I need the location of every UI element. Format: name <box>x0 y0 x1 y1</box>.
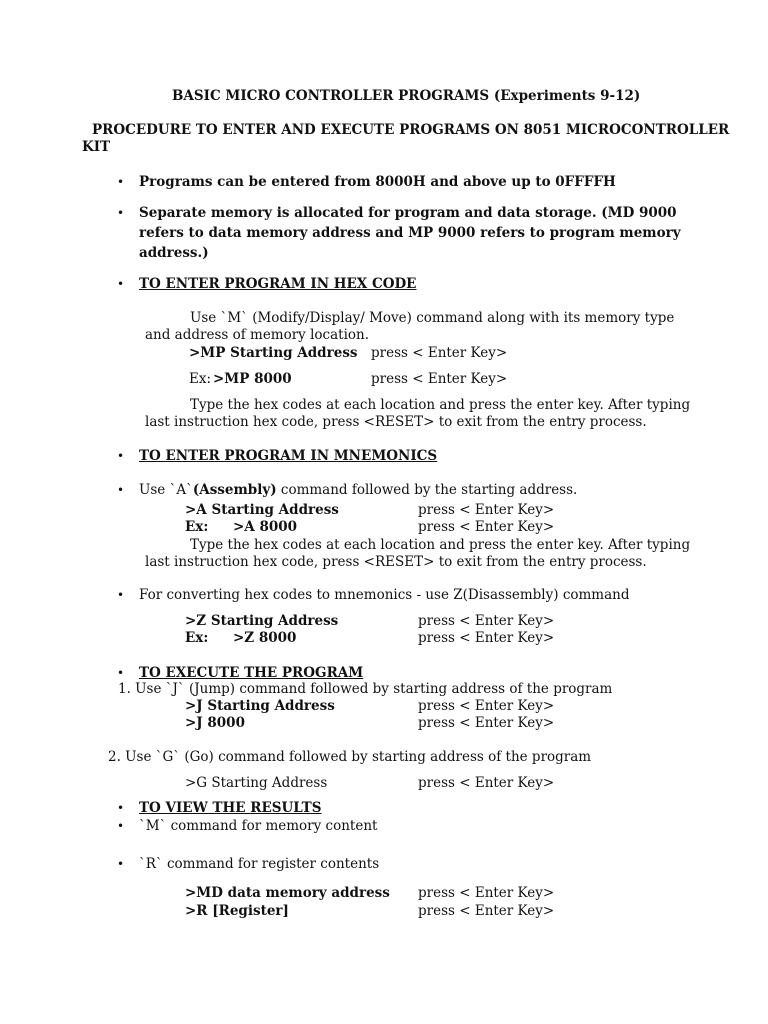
mnemonic-example-label: Ex: <box>185 519 209 535</box>
execute-step2: 2. Use `G` (Go) command followed by starting address of the program <box>108 749 592 765</box>
mnemonic-cmd-starting-address: >A Starting Address <box>185 502 339 518</box>
bullet-marker: • <box>117 801 125 815</box>
execute-step1: 1. Use `J` (Jump) command followed by starting address of the program <box>118 681 613 697</box>
go-cmd-enter-key: press < Enter Key> <box>418 775 555 791</box>
bullet-marker: • <box>117 588 125 602</box>
bullet-marker: • <box>117 483 125 497</box>
mnemonic-convert-text: For converting hex codes to mnemonics - use Z(Disassembly) command <box>139 587 630 603</box>
hex-example-cmd: >MP 8000 <box>213 371 292 387</box>
mnemonic-example-cmd: >A 8000 <box>233 519 298 535</box>
disassembly-example-cmd: >Z 8000 <box>233 630 297 646</box>
mnemonic-note-line2: last instruction hex code, press <RESET> to exit from the entry process. <box>145 554 647 570</box>
disassembly-cmd-starting-address: >Z Starting Address <box>185 613 339 629</box>
hex-cmd-enter-key: press < Enter Key> <box>371 345 508 361</box>
mnemonic-use-prefix: Use `A` <box>139 482 193 498</box>
mnemonic-use-assembly: (Assembly) <box>192 482 277 498</box>
results-section-heading: TO VIEW THE RESULTS <box>139 800 322 816</box>
results-md-cmd: >MD data memory address <box>185 885 390 901</box>
mnemonic-note-line1: Type the hex codes at each location and press the enter key. After typing <box>190 537 691 553</box>
results-register-cmd: >R [Register] <box>185 903 289 919</box>
bullet-marker: • <box>117 277 125 291</box>
jump-example-cmd: >J 8000 <box>185 715 245 731</box>
mnemonic-use-suffix: command followed by the starting address. <box>276 482 578 498</box>
jump-cmd-enter-key: press < Enter Key> <box>418 698 555 714</box>
bullet-memory-line2: refers to data memory address and MP 9000 refers to program memory <box>139 225 681 241</box>
mnemonic-example-enter-key: press < Enter Key> <box>418 519 555 535</box>
hex-note-line2: last instruction hex code, press <RESET> to exit from the entry process. <box>145 414 647 430</box>
document-title: BASIC MICRO CONTROLLER PROGRAMS (Experiments 9-12) <box>172 88 641 104</box>
procedure-heading-line2: KIT <box>82 139 111 155</box>
bullet-memory-line3: address.) <box>139 245 209 261</box>
execute-section-heading: TO EXECUTE THE PROGRAM <box>139 665 364 681</box>
hex-example-label: Ex: <box>189 371 212 387</box>
bullet-marker: • <box>117 175 125 189</box>
hex-note-line1: Type the hex codes at each location and press the enter key. After typing <box>190 397 691 413</box>
hex-cmd-starting-address: >MP Starting Address <box>189 345 358 361</box>
bullet-program-range: Programs can be entered from 8000H and above up to 0FFFFH <box>139 174 616 190</box>
bullet-marker: • <box>117 206 125 220</box>
procedure-heading-line1: PROCEDURE TO ENTER AND EXECUTE PROGRAMS ON 8051 MICROCONTROLLER <box>92 122 730 138</box>
results-register-item: `R` command for register contents <box>139 856 380 872</box>
hex-desc-line2: and address of memory location. <box>145 327 370 343</box>
results-register-enter-key: press < Enter Key> <box>418 903 555 919</box>
jump-example-enter-key: press < Enter Key> <box>418 715 555 731</box>
bullet-marker: • <box>117 819 125 833</box>
disassembly-cmd-enter-key: press < Enter Key> <box>418 613 555 629</box>
go-cmd-starting-address: >G Starting Address <box>185 775 328 791</box>
mnemonic-cmd-enter-key: press < Enter Key> <box>418 502 555 518</box>
disassembly-example-enter-key: press < Enter Key> <box>418 630 555 646</box>
mnemonic-use-line <box>139 482 577 500</box>
results-md-enter-key: press < Enter Key> <box>418 885 555 901</box>
mnemonic-section-heading: TO ENTER PROGRAM IN MNEMONICS <box>139 448 438 464</box>
hex-section-heading: TO ENTER PROGRAM IN HEX CODE <box>139 276 417 292</box>
bullet-marker: • <box>117 449 125 463</box>
bullet-memory-line1: Separate memory is allocated for program and data storage. (MD 9000 <box>139 205 677 221</box>
jump-cmd-starting-address: >J Starting Address <box>185 698 335 714</box>
hex-example-enter-key: press < Enter Key> <box>371 371 508 387</box>
hex-desc-line1: Use `M` (Modify/Display/ Move) command along with its memory type <box>190 310 675 326</box>
results-memory-item: `M` command for memory content <box>139 818 378 834</box>
bullet-marker: • <box>117 857 125 871</box>
disassembly-example-label: Ex: <box>185 630 209 646</box>
bullet-marker: • <box>117 666 125 680</box>
